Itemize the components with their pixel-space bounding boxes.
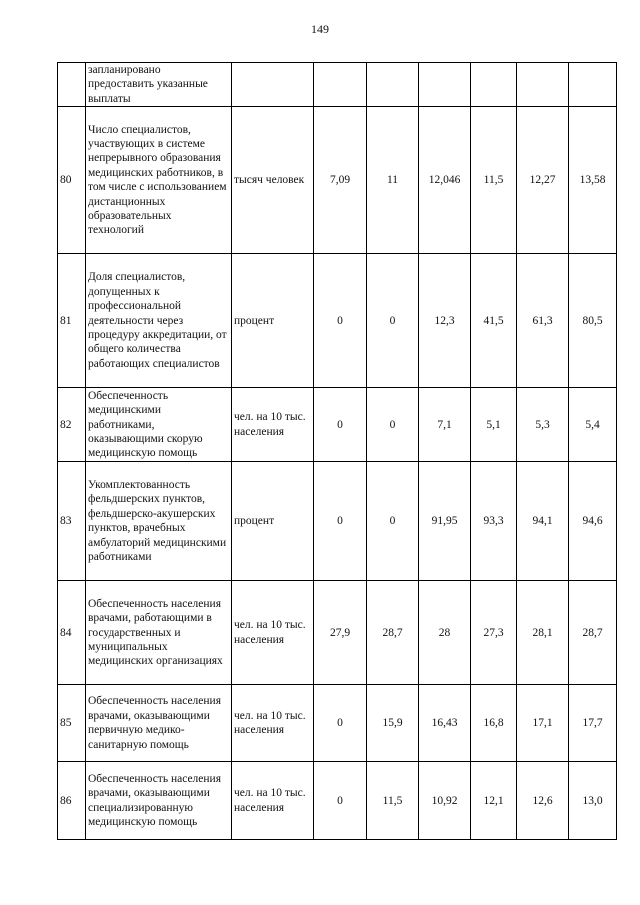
value-cell: 15,9 [367,685,419,762]
value-cell: 0 [314,685,367,762]
unit-cell: чел. на 10 тыс. населения [232,388,314,462]
row-number: 85 [58,685,86,762]
value-cell: 28,7 [569,581,617,685]
value-cell: 11,5 [367,762,419,840]
value-cell: 27,9 [314,581,367,685]
row-number: 83 [58,462,86,581]
row-number: 80 [58,107,86,254]
value-cell: 5,1 [471,388,517,462]
value-cell: 27,3 [471,581,517,685]
row-number: 82 [58,388,86,462]
value-cell: 61,3 [517,254,569,388]
value-cell: 7,09 [314,107,367,254]
value-cell: 28,7 [367,581,419,685]
value-cell [569,63,617,107]
value-cell: 94,1 [517,462,569,581]
value-cell: 0 [314,762,367,840]
value-cell: 10,92 [419,762,471,840]
value-cell: 91,95 [419,462,471,581]
value-cell: 13,0 [569,762,617,840]
value-cell: 80,5 [569,254,617,388]
indicator-name: Число специалистов, участвующих в системе непрерывного образования медицинских работников, в том числе с использованием дистанционных образовательных технологий [86,107,232,254]
row-number: 81 [58,254,86,388]
value-cell [314,63,367,107]
value-cell: 0 [367,388,419,462]
value-cell: 16,43 [419,685,471,762]
table-row [58,462,617,581]
value-cell: 5,3 [517,388,569,462]
indicator-name: Доля специалистов, допущенных к профессиональной деятельности через процедуру аккредитации, от общего количества работающих специалистов [86,254,232,388]
value-cell [367,63,419,107]
unit-cell: процент [232,462,314,581]
unit-cell: процент [232,254,314,388]
table-row [58,254,617,388]
value-cell: 93,3 [471,462,517,581]
indicators-table [57,62,617,840]
value-cell: 17,7 [569,685,617,762]
value-cell [419,63,471,107]
unit-cell: чел. на 10 тыс. населения [232,762,314,840]
unit-cell [232,63,314,107]
table-row [58,388,617,462]
value-cell: 11 [367,107,419,254]
value-cell: 28 [419,581,471,685]
value-cell [517,63,569,107]
value-cell: 13,58 [569,107,617,254]
value-cell: 0 [367,462,419,581]
value-cell: 0 [314,254,367,388]
value-cell: 17,1 [517,685,569,762]
indicator-name: Обеспеченность населения врачами, работающими в государственных и муниципальных медицинских организациях [86,581,232,685]
table-row [58,107,617,254]
value-cell: 41,5 [471,254,517,388]
indicator-name: Обеспеченность населения врачами, оказывающими первичную медико-санитарную помощь [86,685,232,762]
value-cell: 5,4 [569,388,617,462]
value-cell: 0 [314,388,367,462]
row-number: 84 [58,581,86,685]
value-cell: 12,1 [471,762,517,840]
value-cell: 16,8 [471,685,517,762]
value-cell: 12,3 [419,254,471,388]
indicator-name: Укомплектованность фельдшерских пунктов, фельдшерско-акушерских пунктов, врачебных амбулаторий медицинскими работниками [86,462,232,581]
indicator-name: Обеспеченность медицинскими работниками, оказывающими скорую медицинскую помощь [86,388,232,462]
value-cell: 12,27 [517,107,569,254]
table-row [58,63,617,107]
unit-cell: чел. на 10 тыс. населения [232,581,314,685]
page-number: 149 [311,22,329,36]
table-row [58,581,617,685]
value-cell: 12,6 [517,762,569,840]
unit-cell: тысяч человек [232,107,314,254]
value-cell: 28,1 [517,581,569,685]
value-cell: 12,046 [419,107,471,254]
unit-cell: чел. на 10 тыс. населения [232,685,314,762]
value-cell: 11,5 [471,107,517,254]
value-cell: 0 [367,254,419,388]
row-number: 86 [58,762,86,840]
value-cell: 0 [314,462,367,581]
row-number [58,63,86,107]
value-cell: 7,1 [419,388,471,462]
value-cell: 94,6 [569,462,617,581]
table-row [58,685,617,762]
table-row [58,762,617,840]
indicator-name: запланировано предоставить указанные выплаты [86,63,232,107]
value-cell [471,63,517,107]
indicator-name: Обеспеченность населения врачами, оказывающими специализированную медицинскую помощь [86,762,232,840]
